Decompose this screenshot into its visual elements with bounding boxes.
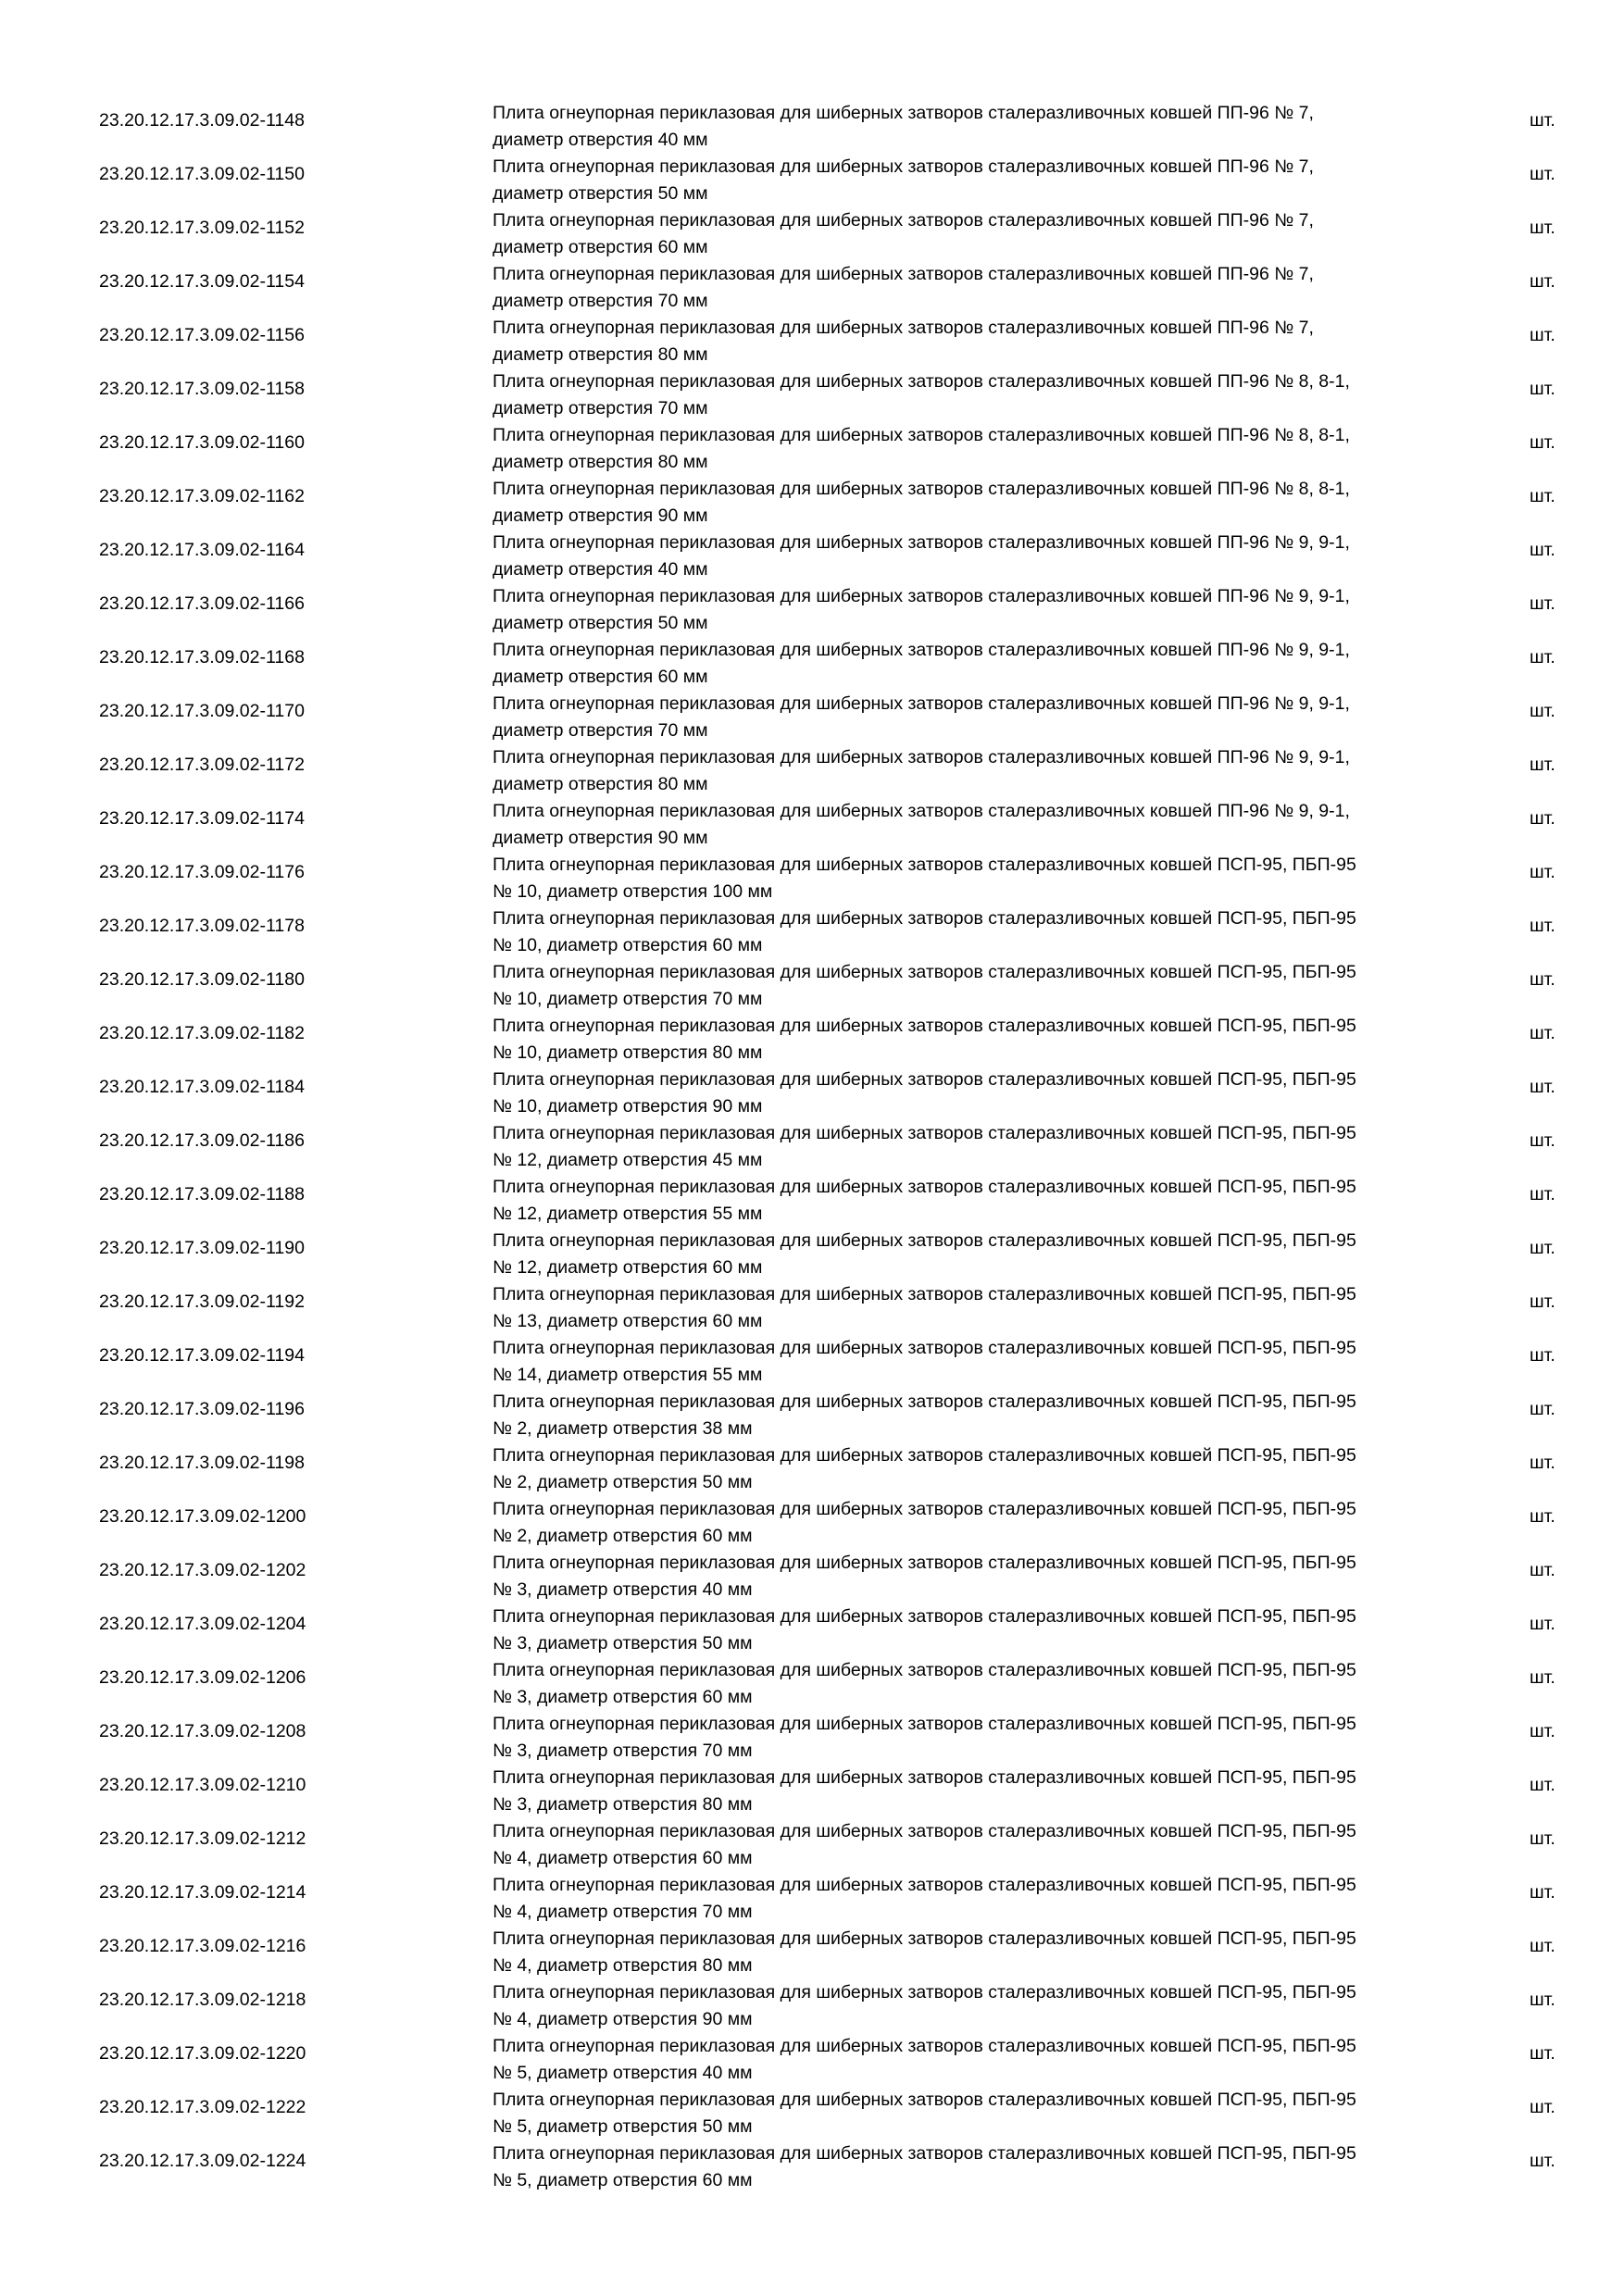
table-row xyxy=(0,201,1624,255)
item-description-line-2: № 3, диаметр отверстия 70 мм xyxy=(493,1741,753,1761)
item-description-line-1: Плита огнеупорная периклазовая для шиберных затворов сталеразливочных ковшей ПП-96 № 9, 9-1, xyxy=(493,586,1350,606)
item-unit: шт. xyxy=(1530,2043,1555,2064)
item-description-line-1: Плита огнеупорная периклазовая для шиберных затворов сталеразливочных ковшей ПСП-95, ПБП-95 xyxy=(493,962,1356,982)
table-row xyxy=(0,255,1624,311)
item-code: 23.20.12.17.3.09.02-1184 xyxy=(99,1077,305,1097)
item-description-line-2: № 12, диаметр отверстия 55 мм xyxy=(493,1204,763,1224)
table-row xyxy=(0,1919,1624,1976)
item-unit: шт. xyxy=(1530,218,1555,238)
item-description xyxy=(493,1228,1465,1281)
item-unit: шт. xyxy=(1530,1453,1555,1473)
item-code: 23.20.12.17.3.09.02-1150 xyxy=(99,164,305,184)
item-description-line-1: Плита огнеупорная периклазовая для шиберных затворов сталеразливочных ковшей ПП-96 № 7, xyxy=(493,264,1314,284)
table-row xyxy=(0,523,1624,580)
item-description-line-2: диаметр отверстия 80 мм xyxy=(493,344,708,365)
item-description-line-1: Плита огнеупорная периклазовая для шиберных затворов сталеразливочных ковшей ПСП-95, ПБП-95 xyxy=(493,1338,1356,1358)
item-description xyxy=(493,100,1465,154)
item-code: 23.20.12.17.3.09.02-1166 xyxy=(99,593,305,614)
table-row xyxy=(0,147,1624,204)
item-description xyxy=(493,2087,1465,2140)
item-description xyxy=(493,959,1465,1013)
item-code: 23.20.12.17.3.09.02-1210 xyxy=(99,1775,306,1795)
item-description-line-2: диаметр отверстия 40 мм xyxy=(493,130,708,150)
item-description xyxy=(493,422,1465,476)
item-description-line-1: Плита огнеупорная периклазовая для шиберных затворов сталеразливочных ковшей ПСП-95, ПБП-95 xyxy=(493,1928,1356,1949)
item-description-line-1: Плита огнеупорная периклазовая для шиберных затворов сталеразливочных ковшей ПСП-95, ПБП-95 xyxy=(493,1069,1356,1090)
item-unit: шт. xyxy=(1530,1184,1555,1204)
item-description-line-2: № 2, диаметр отверстия 38 мм xyxy=(493,1418,753,1439)
item-description-line-2: диаметр отверстия 50 мм xyxy=(493,613,708,633)
item-description xyxy=(493,1442,1465,1496)
item-description xyxy=(493,261,1465,315)
item-unit: шт. xyxy=(1530,271,1555,292)
table-row xyxy=(0,738,1624,792)
table-row xyxy=(0,1490,1624,1546)
item-description-line-1: Плита огнеупорная периклазовая для шиберных затворов сталеразливочных ковшей ПСП-95, ПБП-95 xyxy=(493,1553,1356,1573)
item-description xyxy=(493,637,1465,691)
table-row xyxy=(0,416,1624,472)
item-description xyxy=(493,368,1465,422)
table-row xyxy=(0,94,1624,150)
item-description-line-1: Плита огнеупорная периклазовая для шиберных затворов сталеразливочных ковшей ПП-96 № 7, xyxy=(493,103,1314,123)
item-unit: шт. xyxy=(1530,593,1555,614)
item-description xyxy=(493,1818,1465,1872)
item-unit: шт. xyxy=(1530,432,1555,453)
item-code: 23.20.12.17.3.09.02-1156 xyxy=(99,325,305,345)
item-description-line-1: Плита огнеупорная периклазовая для шиберных затворов сталеразливочных ковшей ПСП-95, ПБП-95 xyxy=(493,908,1356,929)
item-description-line-1: Плита огнеупорная периклазовая для шиберных затворов сталеразливочных ковшей ПСП-95, ПБП-95 xyxy=(493,1875,1356,1895)
table-row xyxy=(0,630,1624,687)
item-description-line-1: Плита огнеупорная периклазовая для шиберных затворов сталеразливочных ковшей ПСП-95, ПБП-95 xyxy=(493,1606,1356,1627)
item-description-line-2: диаметр отверстия 90 мм xyxy=(493,828,708,848)
item-unit: шт. xyxy=(1530,1775,1555,1795)
table-row xyxy=(0,1597,1624,1651)
item-unit: шт. xyxy=(1530,755,1555,775)
item-description-line-1: Плита огнеупорная периклазовая для шиберных затворов сталеразливочных ковшей ПП-96 № 9, 9-1, xyxy=(493,747,1350,767)
item-unit: шт. xyxy=(1530,1345,1555,1366)
item-description xyxy=(493,1872,1465,1926)
item-description-line-2: диаметр отверстия 70 мм xyxy=(493,720,708,741)
item-description xyxy=(493,1657,1465,1711)
item-code: 23.20.12.17.3.09.02-1206 xyxy=(99,1667,306,1688)
item-description-line-2: диаметр отверстия 80 мм xyxy=(493,452,708,472)
item-description-line-1: Плита огнеупорная периклазовая для шиберных затворов сталеразливочных ковшей ПП-96 № 8, 8-1, xyxy=(493,479,1350,499)
item-description-line-1: Плита огнеупорная периклазовая для шиберных затворов сталеразливочных ковшей ПСП-95, ПБП-95 xyxy=(493,1982,1356,2003)
item-description xyxy=(493,744,1465,798)
item-description-line-2: № 14, диаметр отверстия 55 мм xyxy=(493,1365,763,1385)
item-code: 23.20.12.17.3.09.02-1178 xyxy=(99,916,305,936)
item-description-line-2: № 10, диаметр отверстия 60 мм xyxy=(493,935,763,955)
item-description xyxy=(493,1335,1465,1389)
item-description-line-1: Плита огнеупорная периклазовая для шиберных затворов сталеразливочных ковшей ПСП-95, ПБП-95 xyxy=(493,1391,1356,1412)
table-row xyxy=(0,2027,1624,2083)
item-description xyxy=(493,154,1465,207)
item-code: 23.20.12.17.3.09.02-1194 xyxy=(99,1345,305,1366)
item-code: 23.20.12.17.3.09.02-1160 xyxy=(99,432,305,453)
table-row xyxy=(0,1812,1624,1866)
item-description xyxy=(493,315,1465,368)
item-description xyxy=(493,1120,1465,1174)
item-unit: шт. xyxy=(1530,1023,1555,1043)
item-description xyxy=(493,1979,1465,2033)
item-unit: шт. xyxy=(1530,379,1555,399)
item-code: 23.20.12.17.3.09.02-1220 xyxy=(99,2043,306,2064)
table-row xyxy=(0,577,1624,633)
item-code: 23.20.12.17.3.09.02-1212 xyxy=(99,1828,306,1849)
item-description-line-1: Плита огнеупорная периклазовая для шиберных затворов сталеразливочных ковшей ПСП-95, ПБП-95 xyxy=(493,1016,1356,1036)
item-description xyxy=(493,691,1465,744)
item-code: 23.20.12.17.3.09.02-1196 xyxy=(99,1399,305,1419)
item-code: 23.20.12.17.3.09.02-1162 xyxy=(99,486,305,506)
item-unit: шт. xyxy=(1530,1614,1555,1634)
item-description xyxy=(493,1711,1465,1765)
item-code: 23.20.12.17.3.09.02-1168 xyxy=(99,647,305,668)
item-description xyxy=(493,1389,1465,1442)
item-code: 23.20.12.17.3.09.02-1172 xyxy=(99,755,305,775)
item-description xyxy=(493,2033,1465,2087)
table-row xyxy=(0,2134,1624,2188)
item-description xyxy=(493,1281,1465,1335)
item-unit: шт. xyxy=(1530,325,1555,345)
item-description-line-1: Плита огнеупорная периклазовая для шиберных затворов сталеразливочных ковшей ПСП-95, ПБП-95 xyxy=(493,1499,1356,1519)
item-code: 23.20.12.17.3.09.02-1158 xyxy=(99,379,305,399)
item-description-line-2: диаметр отверстия 80 мм xyxy=(493,774,708,794)
item-description-line-1: Плита огнеупорная периклазовая для шиберных затворов сталеразливочных ковшей ПСП-95, ПБП-95 xyxy=(493,2143,1356,2164)
table-row xyxy=(0,953,1624,1009)
item-unit: шт. xyxy=(1530,1667,1555,1688)
item-description xyxy=(493,1550,1465,1603)
table-row xyxy=(0,845,1624,902)
item-code: 23.20.12.17.3.09.02-1154 xyxy=(99,271,305,292)
item-description-line-2: № 5, диаметр отверстия 50 мм xyxy=(493,2116,753,2137)
table-row xyxy=(0,308,1624,365)
item-description xyxy=(493,905,1465,959)
item-description-line-2: № 10, диаметр отверстия 90 мм xyxy=(493,1096,763,1117)
item-code: 23.20.12.17.3.09.02-1176 xyxy=(99,862,305,882)
table-row xyxy=(0,1758,1624,1815)
item-description-line-1: Плита огнеупорная периклазовая для шиберных затворов сталеразливочных ковшей ПП-96 № 8, 8-1, xyxy=(493,371,1350,392)
table-row xyxy=(0,1382,1624,1439)
item-description-line-1: Плита огнеупорная периклазовая для шиберных затворов сталеразливочных ковшей ПСП-95, ПБП-95 xyxy=(493,1821,1356,1841)
item-code: 23.20.12.17.3.09.02-1174 xyxy=(99,808,305,829)
item-unit: шт. xyxy=(1530,1077,1555,1097)
item-description-line-1: Плита огнеупорная периклазовая для шиберных затворов сталеразливочных ковшей ПП-96 № 8, 8-1, xyxy=(493,425,1350,445)
item-description-line-1: Плита огнеупорная периклазовая для шиберных затворов сталеразливочных ковшей ПП-96 № 9, 9-1, xyxy=(493,532,1350,553)
item-code: 23.20.12.17.3.09.02-1192 xyxy=(99,1292,305,1312)
item-unit: шт. xyxy=(1530,1882,1555,1903)
item-code: 23.20.12.17.3.09.02-1164 xyxy=(99,540,305,560)
item-code: 23.20.12.17.3.09.02-1222 xyxy=(99,2097,306,2117)
item-description xyxy=(493,1765,1465,1818)
table-row xyxy=(0,1866,1624,1922)
item-description-line-1: Плита огнеупорная периклазовая для шиберных затворов сталеразливочных ковшей ПСП-95, ПБП-95 xyxy=(493,1714,1356,1734)
item-description-line-2: № 10, диаметр отверстия 80 мм xyxy=(493,1042,763,1063)
item-description xyxy=(493,476,1465,530)
item-code: 23.20.12.17.3.09.02-1200 xyxy=(99,1506,306,1527)
item-description-line-1: Плита огнеупорная периклазовая для шиберных затворов сталеразливочных ковшей ПСП-95, ПБП-95 xyxy=(493,855,1356,875)
item-code: 23.20.12.17.3.09.02-1218 xyxy=(99,1990,306,2010)
item-description-line-1: Плита огнеупорная периклазовая для шиберных затворов сталеразливочных ковшей ПСП-95, ПБП-95 xyxy=(493,1284,1356,1304)
item-unit: шт. xyxy=(1530,969,1555,990)
item-description-line-1: Плита огнеупорная периклазовая для шиберных затворов сталеразливочных ковшей ПП-96 № 9, 9-1, xyxy=(493,801,1350,821)
item-code: 23.20.12.17.3.09.02-1214 xyxy=(99,1882,306,1903)
item-description-line-1: Плита огнеупорная периклазовая для шиберных затворов сталеразливочных ковшей ПСП-95, ПБП-95 xyxy=(493,1660,1356,1680)
item-description-line-2: № 4, диаметр отверстия 60 мм xyxy=(493,1848,753,1868)
item-description-line-1: Плита огнеупорная периклазовая для шиберных затворов сталеразливочных ковшей ПСП-95, ПБП-95 xyxy=(493,1445,1356,1466)
item-unit: шт. xyxy=(1530,916,1555,936)
table-row xyxy=(0,1221,1624,1278)
item-unit: шт. xyxy=(1530,1828,1555,1849)
item-description-line-1: Плита огнеупорная периклазовая для шиберных затворов сталеразливочных ковшей ПП-96 № 7, xyxy=(493,210,1314,231)
price-list-table xyxy=(0,94,1624,2188)
item-description xyxy=(493,1926,1465,1979)
table-row xyxy=(0,1436,1624,1490)
item-description-line-1: Плита огнеупорная периклазовая для шиберных затворов сталеразливочных ковшей ПСП-95, ПБП-95 xyxy=(493,1767,1356,1788)
item-unit: шт. xyxy=(1530,862,1555,882)
item-unit: шт. xyxy=(1530,1506,1555,1527)
item-description-line-2: № 10, диаметр отверстия 70 мм xyxy=(493,989,763,1009)
item-unit: шт. xyxy=(1530,808,1555,829)
item-description-line-2: № 3, диаметр отверстия 50 мм xyxy=(493,1633,753,1653)
item-unit: шт. xyxy=(1530,701,1555,721)
table-row xyxy=(0,1275,1624,1329)
item-description-line-2: № 4, диаметр отверстия 80 мм xyxy=(493,1955,753,1976)
table-row xyxy=(0,1006,1624,1063)
item-code: 23.20.12.17.3.09.02-1198 xyxy=(99,1453,305,1473)
item-description-line-2: № 2, диаметр отверстия 60 мм xyxy=(493,1526,753,1546)
item-description-line-1: Плита огнеупорная периклазовая для шиберных затворов сталеразливочных ковшей ПСП-95, ПБП-95 xyxy=(493,1230,1356,1251)
table-row xyxy=(0,1973,1624,2027)
item-unit: шт. xyxy=(1530,1238,1555,1258)
table-row xyxy=(0,792,1624,848)
item-description-line-2: диаметр отверстия 90 мм xyxy=(493,505,708,526)
item-code: 23.20.12.17.3.09.02-1182 xyxy=(99,1023,305,1043)
item-unit: шт. xyxy=(1530,1936,1555,1956)
item-description-line-2: № 4, диаметр отверстия 70 мм xyxy=(493,1902,753,1922)
table-row xyxy=(0,899,1624,953)
item-description-line-2: № 12, диаметр отверстия 60 мм xyxy=(493,1257,763,1278)
item-description xyxy=(493,207,1465,261)
item-code: 23.20.12.17.3.09.02-1216 xyxy=(99,1936,306,1956)
table-row xyxy=(0,362,1624,416)
item-unit: шт. xyxy=(1530,2097,1555,2117)
item-code: 23.20.12.17.3.09.02-1170 xyxy=(99,701,305,721)
item-description xyxy=(493,1496,1465,1550)
item-unit: шт. xyxy=(1530,486,1555,506)
table-row xyxy=(0,1543,1624,1600)
item-code: 23.20.12.17.3.09.02-1224 xyxy=(99,2151,306,2171)
item-description-line-1: Плита огнеупорная периклазовая для шиберных затворов сталеразливочных ковшей ПП-96 № 9, 9-1, xyxy=(493,640,1350,660)
item-description-line-2: диаметр отверстия 50 мм xyxy=(493,183,708,204)
item-description xyxy=(493,530,1465,583)
item-description xyxy=(493,852,1465,905)
item-code: 23.20.12.17.3.09.02-1188 xyxy=(99,1184,305,1204)
item-code: 23.20.12.17.3.09.02-1202 xyxy=(99,1560,306,1580)
item-description-line-1: Плита огнеупорная периклазовая для шиберных затворов сталеразливочных ковшей ПСП-95, ПБП-95 xyxy=(493,1123,1356,1143)
table-row xyxy=(0,1704,1624,1761)
item-unit: шт. xyxy=(1530,1130,1555,1151)
item-description-line-1: Плита огнеупорная периклазовая для шиберных затворов сталеразливочных ковшей ПП-96 № 7, xyxy=(493,156,1314,177)
item-code: 23.20.12.17.3.09.02-1186 xyxy=(99,1130,305,1151)
item-description-line-1: Плита огнеупорная периклазовая для шиберных затворов сталеразливочных ковшей ПСП-95, ПБП-95 xyxy=(493,2090,1356,2110)
item-description-line-2: № 12, диаметр отверстия 45 мм xyxy=(493,1150,763,1170)
item-description xyxy=(493,583,1465,637)
item-code: 23.20.12.17.3.09.02-1190 xyxy=(99,1238,305,1258)
item-unit: шт. xyxy=(1530,1560,1555,1580)
item-description-line-2: № 3, диаметр отверстия 60 мм xyxy=(493,1687,753,1707)
table-row xyxy=(0,2080,1624,2137)
table-row xyxy=(0,1114,1624,1170)
item-description-line-2: № 10, диаметр отверстия 100 мм xyxy=(493,881,773,902)
item-code: 23.20.12.17.3.09.02-1208 xyxy=(99,1721,306,1741)
item-code: 23.20.12.17.3.09.02-1152 xyxy=(99,218,305,238)
item-code: 23.20.12.17.3.09.02-1204 xyxy=(99,1614,306,1634)
item-description-line-1: Плита огнеупорная периклазовая для шиберных затворов сталеразливочных ковшей ПП-96 № 7, xyxy=(493,318,1314,338)
item-code: 23.20.12.17.3.09.02-1148 xyxy=(99,110,305,131)
item-description xyxy=(493,798,1465,852)
table-row xyxy=(0,1060,1624,1117)
item-unit: шт. xyxy=(1530,1721,1555,1741)
item-description-line-2: № 13, диаметр отверстия 60 мм xyxy=(493,1311,763,1331)
item-unit: шт. xyxy=(1530,2151,1555,2171)
table-row xyxy=(0,1167,1624,1224)
item-description-line-2: диаметр отверстия 70 мм xyxy=(493,398,708,418)
item-unit: шт. xyxy=(1530,540,1555,560)
item-unit: шт. xyxy=(1530,1990,1555,2010)
table-row xyxy=(0,684,1624,741)
item-description-line-2: диаметр отверстия 60 мм xyxy=(493,667,708,687)
table-row xyxy=(0,469,1624,526)
item-description-line-2: № 4, диаметр отверстия 90 мм xyxy=(493,2009,753,2029)
item-unit: шт. xyxy=(1530,1292,1555,1312)
item-description xyxy=(493,1013,1465,1067)
item-description-line-2: № 3, диаметр отверстия 80 мм xyxy=(493,1794,753,1815)
item-description xyxy=(493,1174,1465,1228)
item-description-line-1: Плита огнеупорная периклазовая для шиберных затворов сталеразливочных ковшей ПСП-95, ПБП-95 xyxy=(493,2036,1356,2056)
table-row xyxy=(0,1329,1624,1385)
item-description-line-1: Плита огнеупорная периклазовая для шиберных затворов сталеразливочных ковшей ПСП-95, ПБП-95 xyxy=(493,1177,1356,1197)
item-code: 23.20.12.17.3.09.02-1180 xyxy=(99,969,305,990)
item-description-line-2: № 5, диаметр отверстия 40 мм xyxy=(493,2063,753,2083)
item-unit: шт. xyxy=(1530,1399,1555,1419)
item-description-line-2: диаметр отверстия 40 мм xyxy=(493,559,708,580)
item-description-line-2: диаметр отверстия 60 мм xyxy=(493,237,708,257)
item-unit: шт. xyxy=(1530,110,1555,131)
item-unit: шт. xyxy=(1530,164,1555,184)
table-row xyxy=(0,1651,1624,1707)
item-description-line-2: № 3, диаметр отверстия 40 мм xyxy=(493,1579,753,1600)
item-description xyxy=(493,2140,1465,2194)
item-description-line-2: № 5, диаметр отверстия 60 мм xyxy=(493,2170,753,2190)
item-description-line-1: Плита огнеупорная периклазовая для шиберных затворов сталеразливочных ковшей ПП-96 № 9, 9-1, xyxy=(493,693,1350,714)
item-description xyxy=(493,1603,1465,1657)
item-description-line-2: № 2, диаметр отверстия 50 мм xyxy=(493,1472,753,1492)
item-unit: шт. xyxy=(1530,647,1555,668)
item-description-line-2: диаметр отверстия 70 мм xyxy=(493,291,708,311)
item-description xyxy=(493,1067,1465,1120)
